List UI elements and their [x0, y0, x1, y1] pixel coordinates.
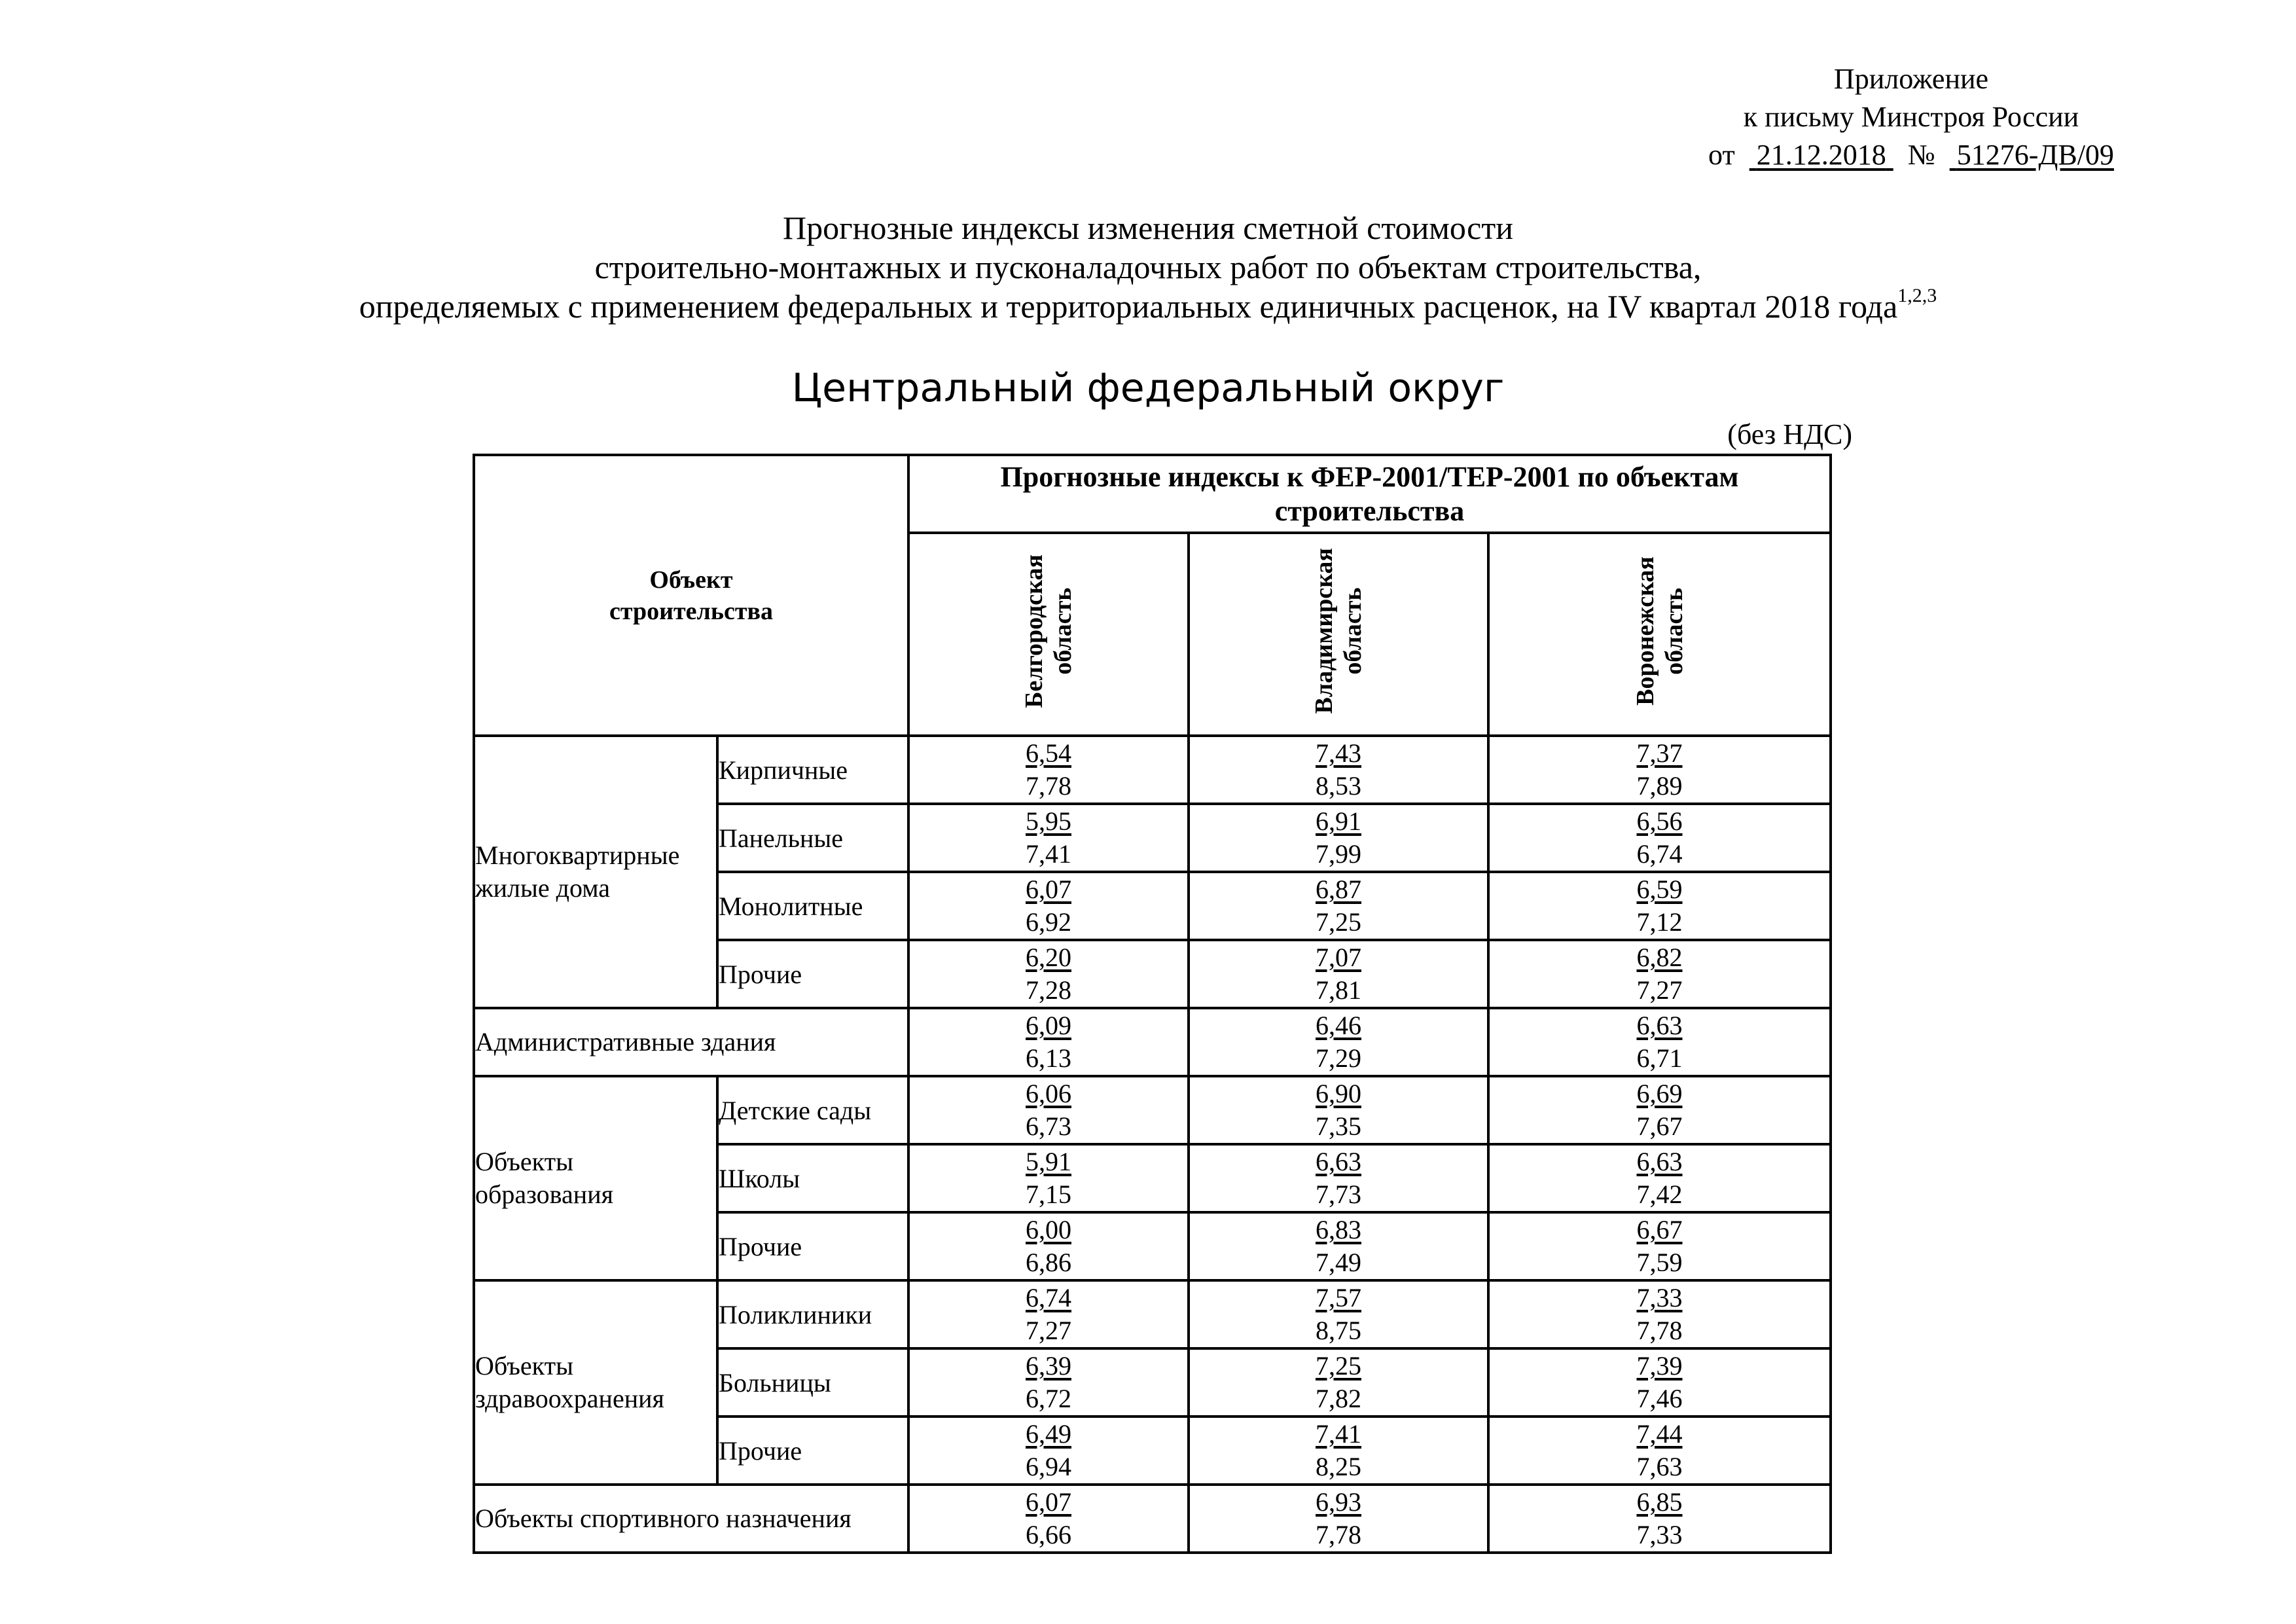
group-health: Объекты здравоохранения	[474, 1280, 717, 1485]
letter-date-number	[1636, 136, 2186, 174]
value-cell: 6,00 6,86	[908, 1212, 1189, 1280]
group-admin: Административные здания	[474, 1008, 908, 1076]
value-cell: 6,20 7,28	[908, 940, 1189, 1008]
column-header-vladimir: Владимирская область	[1189, 533, 1488, 736]
value-cell: 6,56 6,74	[1488, 804, 1831, 872]
row-label: Прочие	[717, 940, 908, 1008]
value-cell: 6,91 7,99	[1189, 804, 1488, 872]
value-cell: 6,90 7,35	[1189, 1076, 1488, 1144]
index-header: Прогнозные индексы к ФЕР-2001/ТЕР-2001 по объектам строительства	[908, 455, 1831, 533]
value-cell: 7,41 8,25	[1189, 1416, 1488, 1485]
value-cell: 6,39 6,72	[908, 1348, 1189, 1416]
table-row	[474, 1280, 1831, 1348]
value-cell: 7,39 7,46	[1488, 1348, 1831, 1416]
letter-reference: к письму Минстроя России	[1743, 101, 2079, 133]
letter-date: 21.12.2018	[1756, 139, 1886, 171]
vat-note: (без НДС)	[1727, 418, 1852, 450]
table-row	[474, 1485, 1831, 1553]
value-cell: 6,87 7,25	[1189, 872, 1488, 940]
row-label: Прочие	[717, 1416, 908, 1485]
row-label: Школы	[717, 1144, 908, 1212]
value-cell: 6,07 6,66	[908, 1485, 1189, 1553]
row-label: Детские сады	[717, 1076, 908, 1144]
value-cell: 5,95 7,41	[908, 804, 1189, 872]
title-line-1: Прогнозные индексы изменения сметной стоимости	[783, 209, 1513, 246]
value-cell: 7,37 7,89	[1488, 736, 1831, 804]
value-cell: 6,49 6,94	[908, 1416, 1189, 1485]
value-cell: 6,54 7,78	[908, 736, 1189, 804]
row-label: Поликлиники	[717, 1280, 908, 1348]
value-cell: 6,85 7,33	[1488, 1485, 1831, 1553]
value-cell: 7,33 7,78	[1488, 1280, 1831, 1348]
value-cell: 6,59 7,12	[1488, 872, 1831, 940]
row-label: Прочие	[717, 1212, 908, 1280]
value-cell: 7,25 7,82	[1189, 1348, 1488, 1416]
value-cell: 7,44 7,63	[1488, 1416, 1831, 1485]
row-label: Панельные	[717, 804, 908, 872]
value-cell: 6,93 7,78	[1189, 1485, 1488, 1553]
index-table	[473, 454, 1832, 1554]
value-cell: 6,63 7,73	[1189, 1144, 1488, 1212]
group-education: Объекты образования	[474, 1076, 717, 1280]
row-label: Больницы	[717, 1348, 908, 1416]
region-heading: Центральный федеральный округ	[791, 365, 1505, 411]
value-cell: 5,91 7,15	[908, 1144, 1189, 1212]
row-label: Кирпичные	[717, 736, 908, 804]
value-cell: 6,69 7,67	[1488, 1076, 1831, 1144]
date-prefix: от	[1708, 139, 1735, 171]
table-row	[474, 736, 1831, 804]
appendix-label: Приложение	[1833, 63, 1989, 95]
column-header-voronezh: Воронежская область	[1488, 533, 1831, 736]
group-sport: Объекты спортивного назначения	[474, 1485, 908, 1553]
row-label: Монолитные	[717, 872, 908, 940]
table-row	[474, 1008, 1831, 1076]
value-cell: 7,57 8,75	[1189, 1280, 1488, 1348]
document-title	[0, 208, 2296, 326]
title-line-2: строительно-монтажных и пусконаладочных работ по объектам строительства,	[594, 249, 1702, 285]
group-residential: Многоквартирные жилые дома	[474, 736, 717, 1008]
table-row	[474, 1076, 1831, 1144]
title-line-3: определяемых с применением федеральных и территориальных единичных расценок, на IV квартал 2018 года$^{1,2,3}$	[359, 285, 1937, 325]
value-cell: 6,82 7,27	[1488, 940, 1831, 1008]
value-cell: 7,07 7,81	[1189, 940, 1488, 1008]
value-cell: 6,63 7,42	[1488, 1144, 1831, 1212]
value-cell: 6,83 7,49	[1189, 1212, 1488, 1280]
value-cell: 6,09 6,13	[908, 1008, 1189, 1076]
object-header: Объект строительства	[474, 455, 908, 736]
value-cell: 6,07 6,92	[908, 872, 1189, 940]
title-footnotes: 1,2,3	[1897, 285, 1937, 306]
value-cell: 6,46 7,29	[1189, 1008, 1488, 1076]
appendix-header	[1636, 60, 2186, 174]
value-cell: 6,67 7,59	[1488, 1212, 1831, 1280]
column-header-belgorod: Белгородская область	[908, 533, 1189, 736]
value-cell: 6,63 6,71	[1488, 1008, 1831, 1076]
value-cell: 6,74 7,27	[908, 1280, 1189, 1348]
number-sign: №	[1907, 139, 1935, 171]
value-cell: 6,06 6,73	[908, 1076, 1189, 1144]
value-cell: 7,43 8,53	[1189, 736, 1488, 804]
letter-number: 51276-ДВ/09	[1956, 139, 2114, 171]
